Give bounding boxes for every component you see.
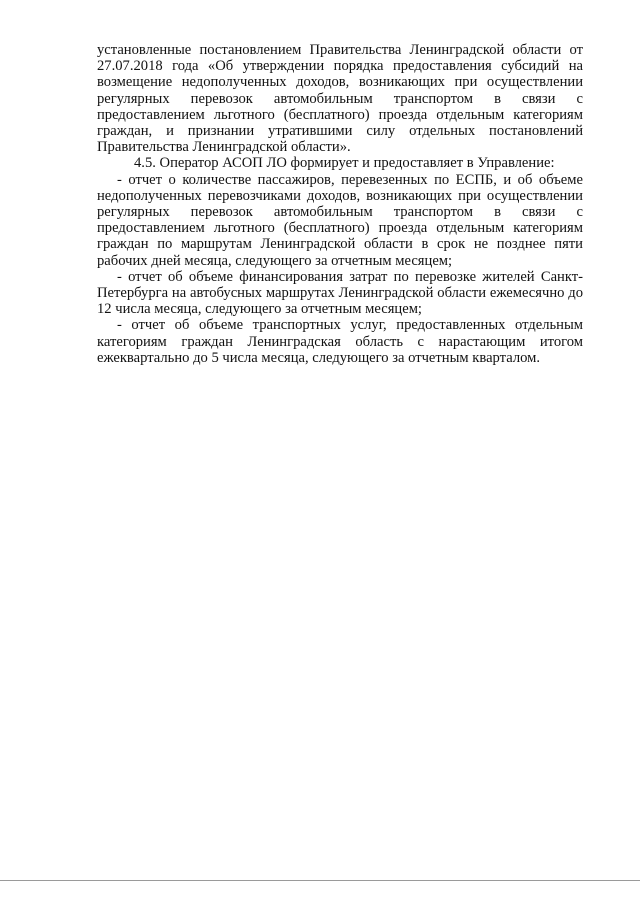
paragraph-report-passengers: - отчет о количестве пассажиров, перевезенных по ЕСПБ, и об объеме недополученных перевозчиками доходов, возникающих при осуществлении регулярных перевозок автомобильным транспортом в связи с предоставлением льготного (бесплатного) проезда отдельным категориям граждан по маршрутам Ленинградской области в срок не позднее пяти рабочих дней месяца, следующего за отчетным месяцем;	[97, 171, 583, 269]
paragraph-continuation: установленные постановлением Правительства Ленинградской области от 27.07.2018 года «Об утверждении порядка предоставления субсидий на возмещение недополученных доходов, возникающих при осуществлении регулярных перевозок автомобильным транспортом в связи с предоставлением льготного (бесплатного) проезда отдельным категориям граждан, и признании утратившими силу отдельных постановлений Правительства Ленинградской области».	[97, 42, 583, 156]
bottom-divider	[0, 880, 640, 881]
document-body	[97, 42, 583, 366]
paragraph-report-transport-services: - отчет об объеме транспортных услуг, предоставленных отдельным категориям граждан Ленинградская область с нарастающим итогом ежеквартально до 5 числа месяца, следующего за отчетным кварталом.	[97, 317, 583, 366]
paragraph-report-financing: - отчет об объеме финансирования затрат по перевозке жителей Санкт-Петербурга на автобусных маршрутах Ленинградской области ежемесячно до 12 числа месяца, следующего за отчетным месяцем;	[97, 268, 583, 318]
paragraph-section-4-5: 4.5. Оператор АСОП ЛО формирует и предоставляет в Управление:	[134, 155, 555, 172]
